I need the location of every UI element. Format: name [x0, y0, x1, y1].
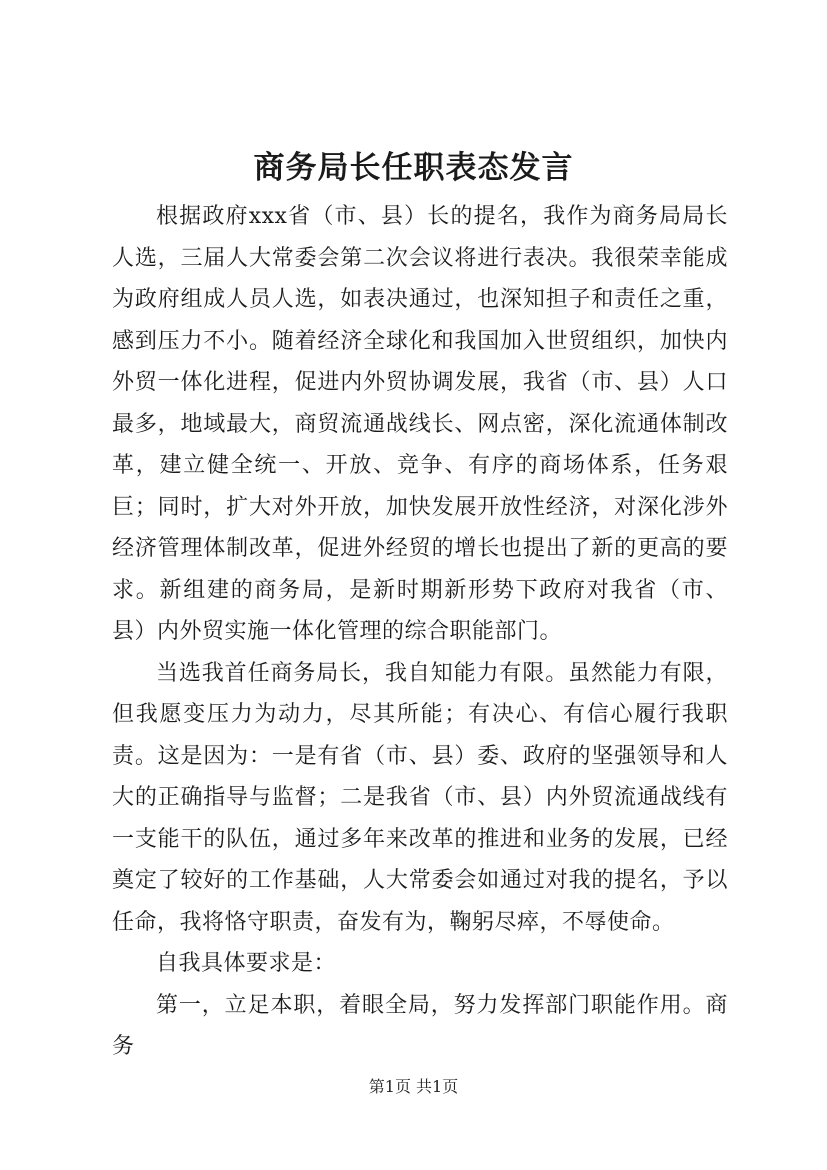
- paragraph-4: 第一，立足本职，着眼全局，努力发挥部门职能作用。商务: [112, 992, 728, 1059]
- page-footer: 第1页 共1页: [368, 1077, 459, 1096]
- paragraph-1: 根据政府xxx省（市、县）长的提名，我作为商务局局长人选，三届人大常委会第二次会议将进行表决。我很荣幸能成为政府组成人员人选，如表决通过，也深知担子和责任之重，感到压力不小。随着经济全球化和我国加入世贸组织，加快内外贸一体化进程，促进内外贸协调发展，我省（市、县）人口最多，地域最大，商贸流通战线长、网点密，深化流通体制改革，建立健全统一、开放、竞争、有序的商场体系，任务艰巨；同时，扩大对外开放，加快发展开放性经济，对深化涉外经济管理体制改革，促进外经贸的增长也提出了新的更高的要求。新组建的商务局，是新时期新形势下政府对我省（市、县）内外贸实施一体化管理的综合职能部门。: [112, 204, 728, 644]
- paragraph-2: 当选我首任商务局长，我自知能力有限。虽然能力有限，但我愿变压力为动力，尽其所能；有决心、有信心履行我职责。这是因为：一是有省（市、县）委、政府的坚强领导和人大的正确指导与监督；二是我省（市、县）内外贸流通战线有一支能干的队伍，通过多年来改革的推进和业务的发展，已经奠定了较好的工作基础，人大常委会如通过对我的提名，予以任命，我将恪守职责，奋发有为，鞠躬尽瘁，不辱使命。: [112, 660, 728, 935]
- document-body: [112, 196, 728, 1068]
- paragraph-3: 自我具体要求是：: [156, 951, 337, 976]
- document-title: 商务局长任职表态发言: [253, 150, 574, 186]
